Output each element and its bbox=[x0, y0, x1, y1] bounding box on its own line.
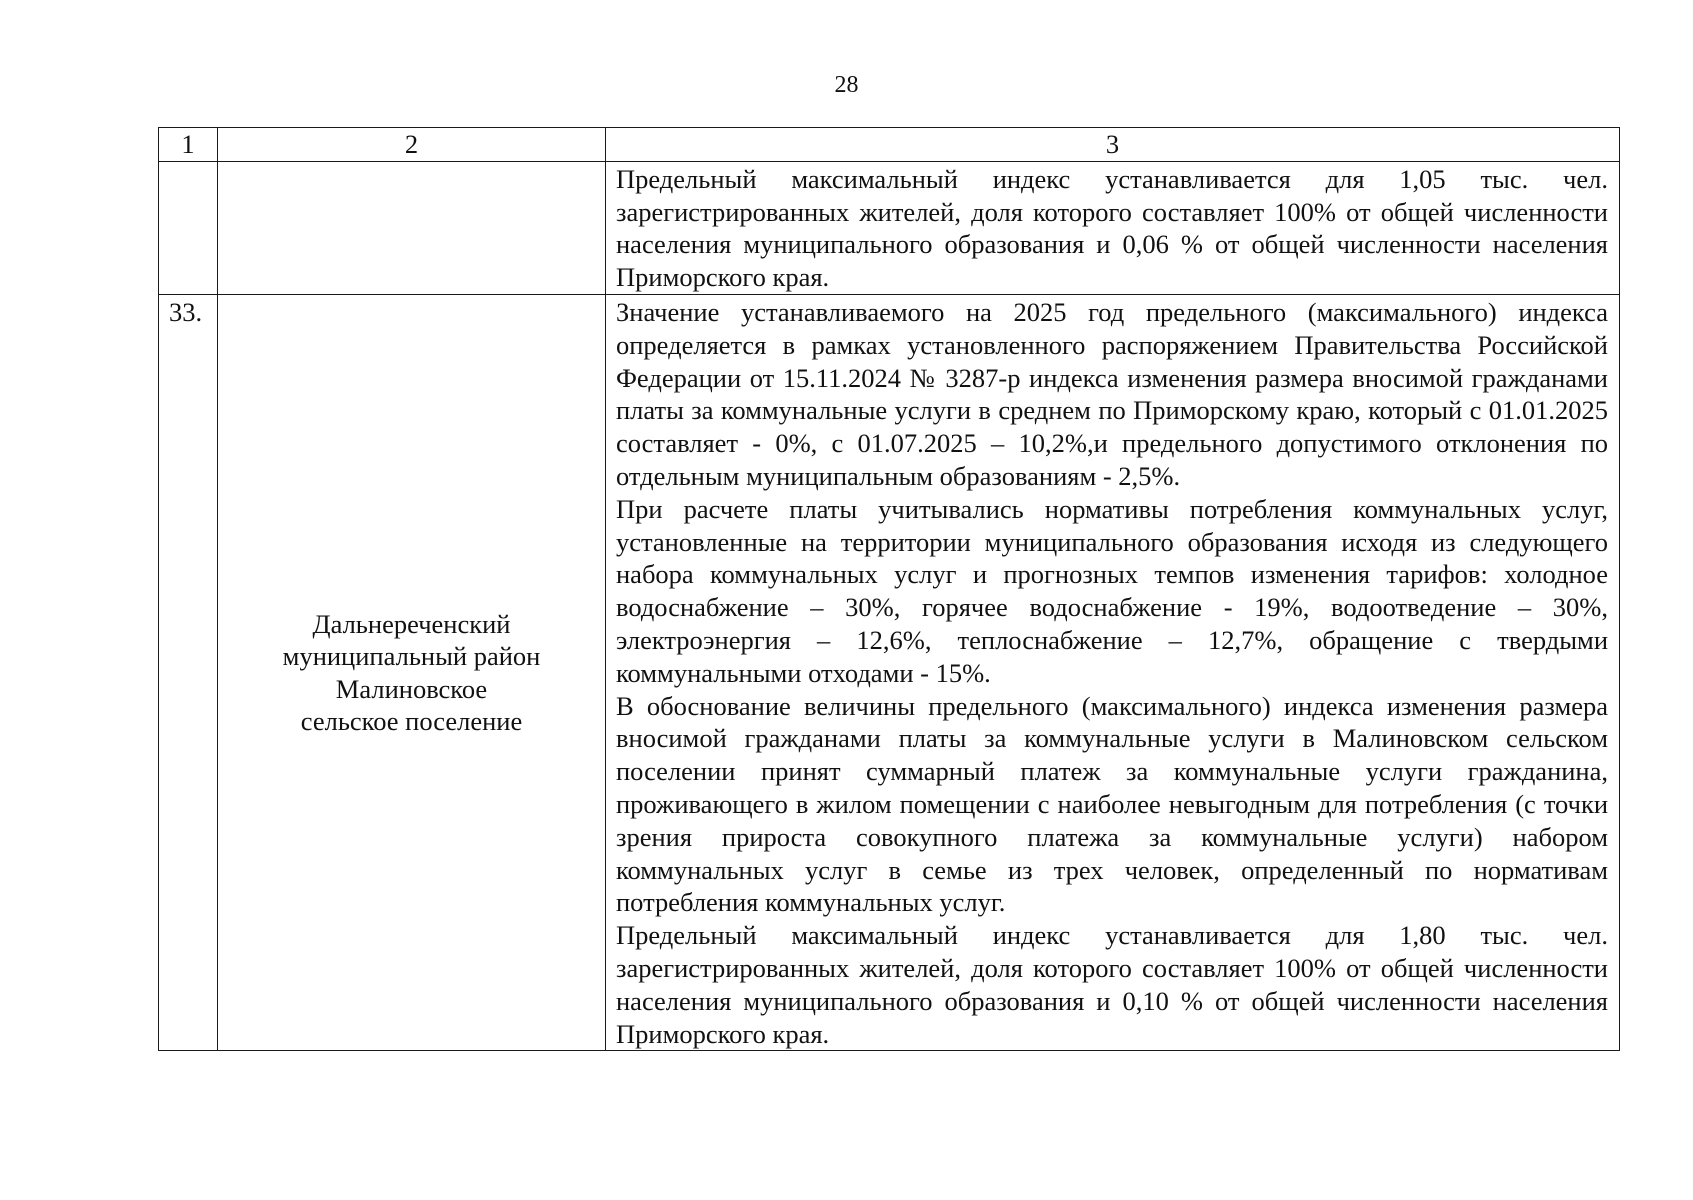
municipality-name-cell bbox=[218, 294, 606, 1050]
municipality-name-line: Малиновское bbox=[335, 673, 488, 704]
description-paragraph: Предельный максимальный индекс устанавливается для 1,05 тыс. чел. зарегистрированных жителей, доля которого составляет 100% от общей численности населения муниципального образования и 0,06 % от общей численности населения Приморского края. bbox=[616, 163, 1608, 293]
description-paragraph: Предельный максимальный индекс устанавливается для 1,80 тыс. чел. зарегистрированных жителей, доля которого составляет 100% от общей численности населения муниципального образования и 0,10 % от общей численности населения Приморского края. bbox=[616, 920, 1608, 1049]
header-col-text: 3 bbox=[606, 128, 1620, 162]
description-paragraph: При расчете платы учитывались нормативы потребления коммунальных услуг, установленные на территории муниципального образования исходя из следующего набора коммунальных услуг и прогнозных темпов изменения тарифов: холодное водоснабжение – 30%, горячее водоснабжение - 19%, водоотведение – 30%, электроэнергия – 12,6%, теплоснабжение – 12,7%, обращение с твердыми коммунальными отходами - 15%. bbox=[616, 493, 1608, 688]
page-number: 28 bbox=[834, 72, 859, 98]
table-header-row bbox=[159, 128, 1620, 162]
description-cell bbox=[606, 294, 1620, 1050]
row-number-cell bbox=[159, 161, 218, 294]
header-col-number: 1 bbox=[159, 128, 218, 162]
tariff-index-table bbox=[158, 127, 1620, 1051]
municipality-name-line: муниципальный район bbox=[282, 641, 541, 672]
municipality-name-cell bbox=[218, 161, 606, 294]
description-paragraph: В обоснование величины предельного (максимального) индекса изменения размера вносимой гражданами платы за коммунальные услуги в Малиновском сельском поселении принят суммарный платеж за коммунальные услуги гражданина, проживающего в жилом помещении с наиболее невыгодным для потребления (с точки зрения прироста совокупного платежа за коммунальные услуги) набором коммунальных услуг в семье из трех человек, определенный по нормативам потребления коммунальных услуг. bbox=[616, 690, 1608, 918]
header-col-name: 2 bbox=[218, 128, 606, 162]
row-number-cell: 33. bbox=[159, 294, 218, 1050]
municipality-name-line: Дальнереченский bbox=[312, 608, 511, 639]
description-paragraph: Значение устанавливаемого на 2025 год предельного (максимального) индекса определяется в рамках установленного распоряжением Правительства Российской Федерации от 15.11.2024 № 3287-р индекса изменения размера вносимой гражданами платы за коммунальные услуги в среднем по Приморскому краю, который с 01.01.2025 составляет - 0%, с 01.07.2025 – 10,2%,и предельного допустимого отклонения по отдельным муниципальным образованиям - 2,5%. bbox=[616, 296, 1608, 491]
table-row bbox=[159, 294, 1620, 1050]
description-cell bbox=[606, 161, 1620, 294]
municipality-name-line: сельское поселение bbox=[300, 706, 523, 737]
table-row bbox=[159, 161, 1620, 294]
